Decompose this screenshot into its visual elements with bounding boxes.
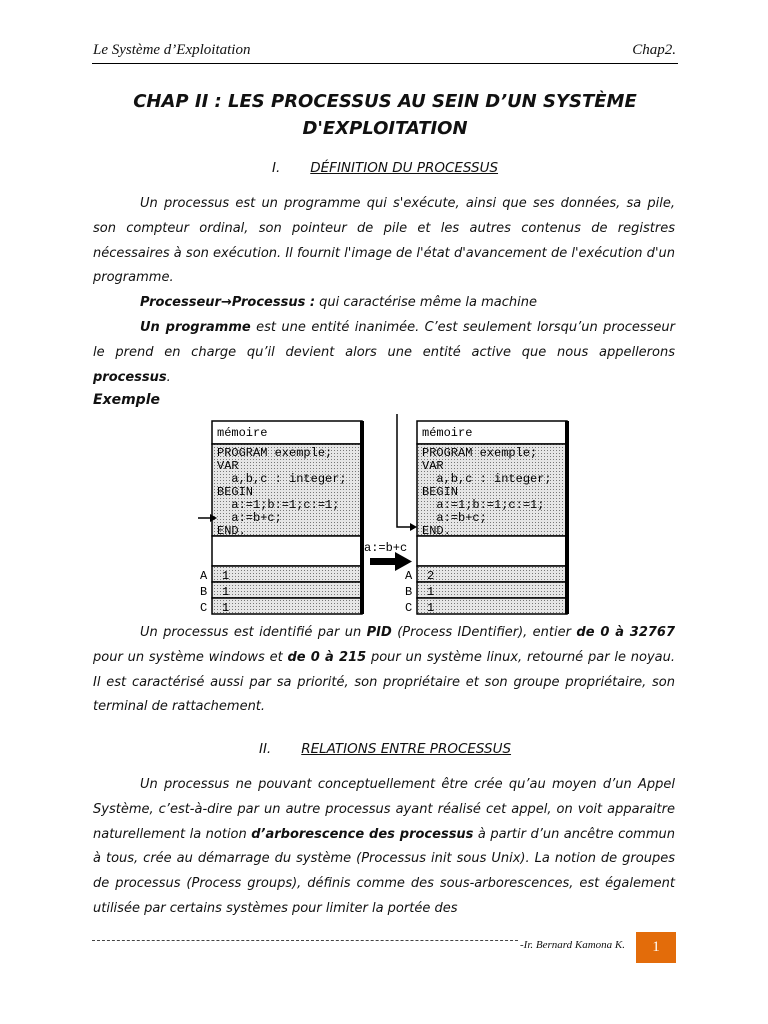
example-label: Exemple	[93, 392, 160, 408]
code-line: PROGRAM exemple;	[217, 446, 333, 460]
section-title: RELATIONS ENTRE PROCESSUS	[301, 741, 512, 757]
definition-text	[93, 192, 675, 390]
transition-label: a:=b+c	[364, 541, 408, 555]
relations-text	[93, 773, 675, 922]
var-label: C	[405, 601, 413, 615]
code-line: END.	[422, 524, 451, 538]
page-number: 1	[636, 932, 676, 963]
code-line: VAR	[422, 459, 444, 473]
chapter-title	[92, 88, 678, 142]
code-line: a,b,c : integer;	[217, 472, 347, 486]
code-line: a:=1;b:=1;c:=1;	[217, 498, 340, 512]
code-line: a,b,c : integer;	[422, 472, 552, 486]
code-line: VAR	[217, 459, 239, 473]
var-value: 2	[427, 569, 435, 583]
var-value: 1	[427, 585, 435, 599]
header-rule	[92, 63, 678, 64]
code-line: BEGIN	[422, 485, 459, 499]
text: qui caractérise même la machine	[315, 295, 537, 311]
var-value: 1	[222, 601, 230, 615]
var-label: A	[405, 569, 413, 583]
text: à partir d’un ancêtre commun à tous, crée au démarrage du système (Processus init sous Unix). La notion de groupes de processus (Process groups), définis comme des sous-arborescences, est également utilisée par certains systèmes pour limiter la portée des	[93, 826, 675, 916]
bold-text: PID	[366, 625, 392, 640]
paragraph	[93, 316, 675, 390]
bold-text: Processeur→Processus :	[140, 295, 316, 311]
memory-label: mémoire	[422, 426, 473, 440]
section-title: DÉFINITION DU PROCESSUS	[310, 160, 499, 176]
code-line: PROGRAM exemple;	[422, 446, 538, 460]
memory-box-before	[198, 421, 364, 615]
code-line: a:=1;b:=1;c:=1;	[422, 498, 545, 512]
paragraph	[93, 773, 675, 922]
var-label: B	[200, 585, 208, 599]
text: pour un système windows et	[93, 649, 288, 665]
code-line: a:=b+c;	[217, 511, 282, 525]
code-line: BEGIN	[217, 485, 254, 499]
footer-author: -Ir. Bernard Kamona K.	[520, 939, 626, 951]
process-diagram	[190, 414, 580, 619]
bold-text: processus	[93, 369, 167, 385]
var-label: A	[200, 569, 208, 583]
header-chapter: Chap2.	[632, 42, 676, 58]
pid-text	[93, 621, 675, 720]
chapter-title-line1: CHAP II : LES PROCESSUS AU SEIN D’UN SYSTÈME	[133, 91, 637, 112]
text: Un processus est identifié par un	[140, 625, 367, 640]
code-line: END.	[217, 524, 246, 538]
text: Un processus ne pouvant conceptuellement être crée qu’au moyen d’un Appel Système, c’est-à-dire par un autre processus ayant réalisé cet appel, on voit apparaitre naturellement la notion	[93, 777, 675, 842]
var-value: 1	[222, 585, 230, 599]
bold-text: d’arborescence des processus	[251, 826, 474, 842]
paragraph	[93, 621, 675, 720]
section-number: II.	[258, 741, 272, 757]
memory-label: mémoire	[217, 426, 268, 440]
instruction-pointer-arrow	[397, 414, 410, 527]
var-value: 1	[427, 601, 435, 615]
text: est une entité inanimée. C’est seulement lorsqu’un processeur le prend en charge qu’il devient alors une entité active que nous appellerons	[93, 319, 675, 360]
section-heading-2	[92, 741, 678, 757]
paragraph: Un processus est un programme qui s'exécute, ainsi que ses données, sa pile, son compteur ordinal, son pointeur de pile et les autres contenus de registres nécessaires à son exécution. Il fournit l'image de l'état d'avancement de l'exécution d'un programme.	[93, 196, 675, 286]
var-label: C	[200, 601, 208, 615]
transition-arrow	[370, 558, 395, 565]
bold-text: Un programme	[140, 319, 251, 335]
var-label: B	[405, 585, 413, 599]
header-doc-title: Le Système d’Exploitation	[93, 42, 251, 58]
paragraph	[93, 291, 675, 316]
text: pour un système linux, retourné par le noyau. Il est caractérisé aussi par sa priorité, son propriétaire et son groupe propriétaire, son terminal de rattachement.	[93, 649, 675, 715]
arrow-head-icon	[410, 523, 417, 531]
text: .	[166, 369, 171, 385]
bold-text: de 0 à 215	[287, 649, 367, 665]
footer-rule	[92, 940, 518, 941]
bold-text: de 0 à 32767	[576, 625, 676, 640]
memory-box-after	[397, 414, 569, 615]
text: (Process IDentifier), entier	[391, 625, 577, 640]
chapter-title-line2: D'EXPLOITATION	[302, 118, 468, 139]
var-value: 1	[222, 569, 230, 583]
section-number: I.	[271, 160, 281, 176]
section-heading-1	[92, 160, 678, 176]
code-line: a:=b+c;	[422, 511, 487, 525]
